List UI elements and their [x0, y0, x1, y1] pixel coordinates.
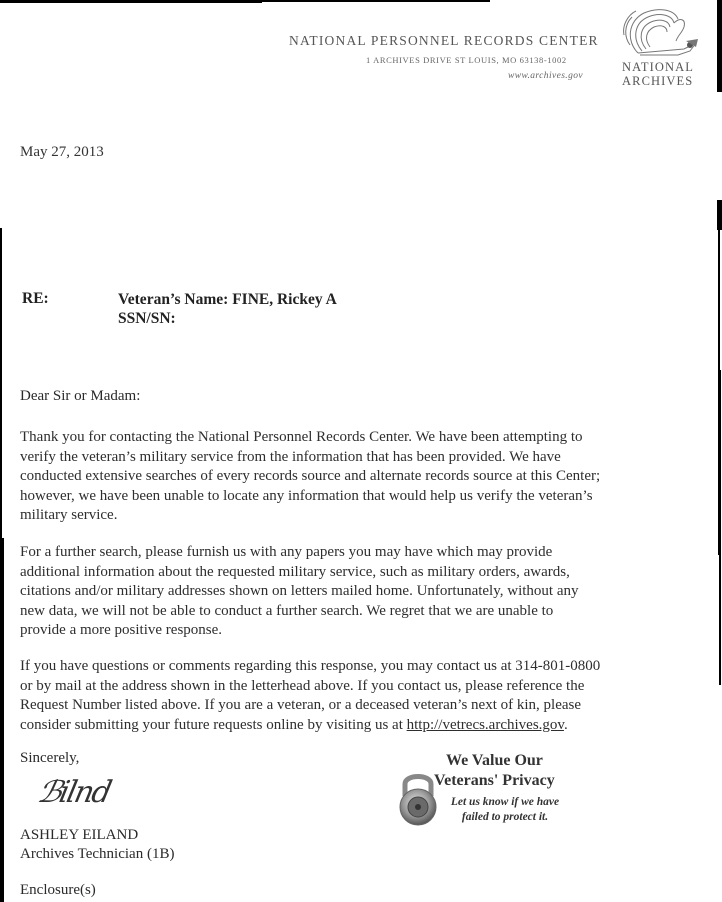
letterhead-address: 1 ARCHIVES DRIVE ST LOUIS, MO 63138-1002 — [366, 55, 567, 65]
paragraph-line: provide a more positive response. — [20, 622, 223, 639]
paragraph-line: or by mail at the address shown in the letterhead above. If you contact us, please reference the — [20, 677, 585, 694]
signer-title: Archives Technician (1B) — [20, 846, 175, 862]
paragraph-line: new data, we will not be able to conduct a further search. We regret that we are unable to — [20, 602, 554, 619]
privacy-badge — [390, 752, 590, 832]
paragraph-1 — [20, 428, 710, 526]
privacy-heading-line-1: We Value Our — [446, 752, 543, 769]
ssn-line: SSN/SN: — [118, 310, 176, 327]
privacy-subtext-line-1: Let us know if we have — [450, 796, 560, 808]
letterhead-website: www.archives.gov — [508, 71, 584, 81]
scan-edge-top-mid — [262, 0, 490, 2]
veteran-name-line: Veteran’s Name: FINE, Rickey A — [118, 291, 337, 308]
vetrecs-link[interactable]: http://vetrecs.archives.gov — [406, 716, 564, 733]
paragraph-line: military service. — [20, 507, 118, 524]
logo-wordmark — [622, 60, 694, 88]
paragraph-2 — [20, 543, 710, 641]
scan-edge-right-bottom — [719, 555, 721, 685]
salutation: Dear Sir or Madam: — [20, 388, 141, 404]
paragraph-line: conducted extensive searches of every records source and alternate records source at this Center; — [20, 468, 601, 485]
logo-line-2: ARCHIVES — [622, 74, 694, 88]
link-trailing-period: . — [563, 716, 568, 733]
privacy-subtext-line-2: failed to protect it. — [461, 811, 549, 823]
paragraph-line: however, we have been unable to locate any information that would help us verify the veteran’s — [20, 487, 593, 504]
scan-edge-left-upper — [0, 228, 2, 538]
paragraph-line: verify the veteran’s military service from the information that has been provided. We have — [20, 448, 561, 465]
scan-edge-right-lower — [718, 370, 721, 555]
scan-edge-right-top — [717, 0, 722, 92]
paragraph-line: For a further search, please furnish us with any papers you may have which may provide — [20, 544, 553, 560]
paragraph-line: If you have questions or comments regarding this response, you may contact us at 314-801-0800 — [20, 658, 601, 674]
paragraph-line-text: consider submitting your future requests online by visiting us at — [20, 716, 407, 733]
paragraph-line: additional information about the requested military service, such as military orders, awards, — [20, 563, 570, 580]
paragraph-3 — [20, 657, 710, 735]
closing: Sincerely, — [20, 750, 80, 766]
scan-edge-right-mid — [718, 230, 720, 370]
paragraph-line: Thank you for contacting the National Personnel Records Center. We have been attempting to — [20, 429, 583, 445]
scan-edge-right-upper — [717, 200, 722, 230]
scan-edge-left-lower — [0, 538, 4, 902]
paragraph-line: citations and/or military addresses shown on letters mailed home. Unfortunately, without any — [20, 583, 579, 600]
paragraph-line: Request Number listed above. If you are a veteran, or a deceased veteran’s next of kin, please — [20, 697, 582, 714]
letterhead-organization: NATIONAL PERSONNEL RECORDS CENTER — [289, 33, 599, 48]
enclosure-note: Enclosure(s) — [20, 882, 96, 898]
re-label: RE: — [22, 290, 49, 307]
letter-date: May 27, 2013 — [20, 144, 104, 160]
paragraph-line-with-link — [20, 716, 710, 736]
signer-block — [20, 826, 174, 864]
logo-line-1: NATIONAL — [622, 60, 694, 74]
privacy-heading-line-2: Veterans' Privacy — [434, 772, 555, 789]
scan-edge-top-left — [0, 0, 262, 3]
signer-name: ASHLEY EILAND — [20, 827, 139, 843]
handwritten-signature: ℬilnd — [34, 775, 114, 810]
national-archives-eagle-logo-icon — [618, 5, 704, 59]
privacy-subtext — [450, 795, 560, 825]
re-details — [118, 290, 337, 328]
